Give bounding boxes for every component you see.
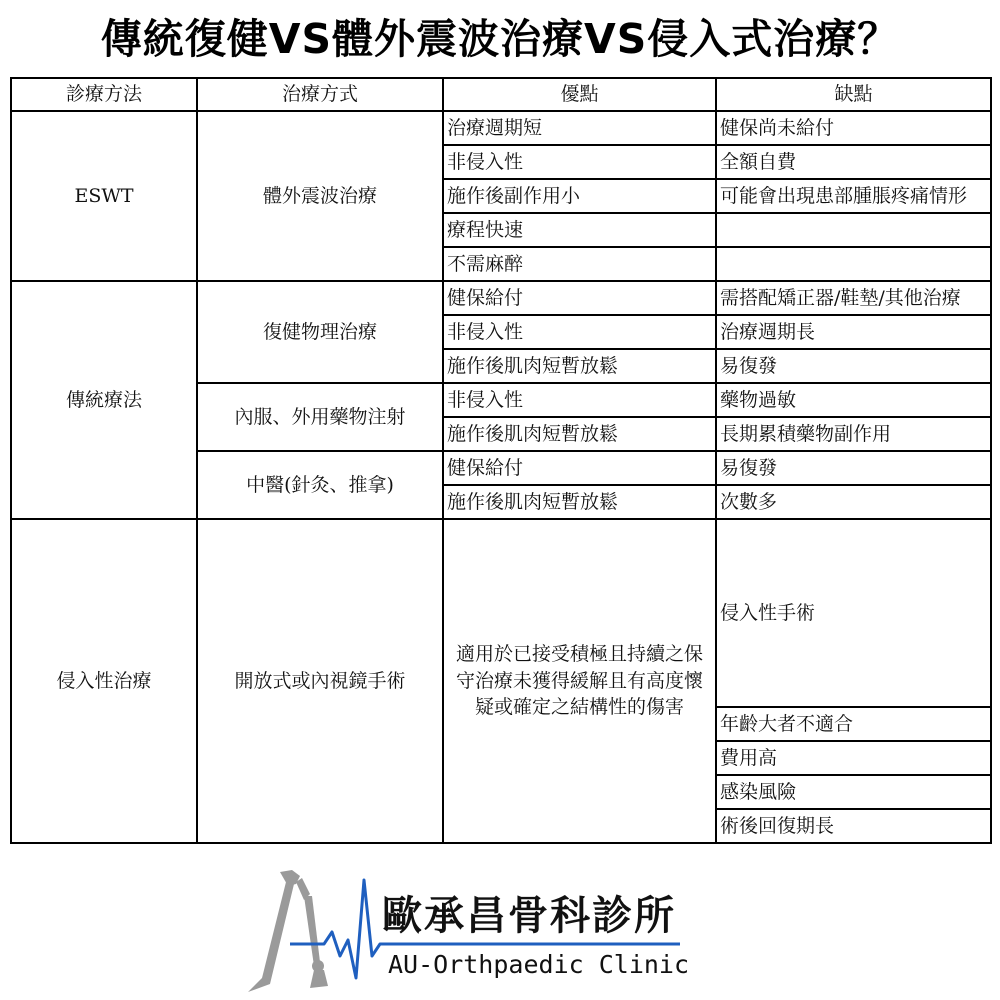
con-cell: 治療週期長 (716, 315, 991, 349)
method-invasive: 侵入性治療 (11, 519, 197, 843)
pro-cell: 施作後副作用小 (443, 179, 716, 213)
con-cell: 健保尚未給付 (716, 111, 991, 145)
table-row (11, 281, 991, 315)
con-cell: 易復發 (716, 451, 991, 485)
con-cell (716, 247, 991, 281)
pro-cell: 不需麻醉 (443, 247, 716, 281)
con-cell: 可能會出現患部腫脹疼痛情形 (716, 179, 991, 213)
pro-cell: 治療週期短 (443, 111, 716, 145)
treatment-invasive: 開放式或內視鏡手術 (197, 519, 443, 843)
treatment-tcm: 中醫(針灸、推拿) (197, 451, 443, 519)
treatment-rehab: 復健物理治療 (197, 281, 443, 383)
con-cell: 易復發 (716, 349, 991, 383)
treatment-drug: 內服、外用藥物注射 (197, 383, 443, 451)
pro-invasive: 適用於已接受積極且持續之保守治療未獲得緩解且有高度懷疑或確定之結構性的傷害 (443, 519, 716, 843)
pro-cell: 療程快速 (443, 213, 716, 247)
pro-cell: 施作後肌肉短暫放鬆 (443, 485, 716, 519)
method-eswt: ESWT (11, 111, 197, 281)
pro-cell: 健保給付 (443, 451, 716, 485)
con-cell: 費用高 (716, 741, 991, 775)
con-cell: 次數多 (716, 485, 991, 519)
con-cell: 需搭配矯正器/鞋墊/其他治療 (716, 281, 991, 315)
clinic-subtitle: AU-Orthpaedic Clinic (388, 950, 690, 979)
method-traditional: 傳統療法 (11, 281, 197, 519)
con-cell: 全額自費 (716, 145, 991, 179)
table-row (11, 111, 991, 145)
header-treatment: 治療方式 (197, 78, 443, 111)
table-row (11, 519, 991, 707)
pro-cell: 非侵入性 (443, 315, 716, 349)
header-cons: 缺點 (716, 78, 991, 111)
con-cell: 感染風險 (716, 775, 991, 809)
pro-cell: 非侵入性 (443, 383, 716, 417)
con-cell: 年齡大者不適合 (716, 707, 991, 741)
con-cell: 藥物過敏 (716, 383, 991, 417)
comparison-table (10, 77, 992, 844)
con-cell (716, 213, 991, 247)
table-header-row (11, 78, 991, 111)
con-cell: 侵入性手術 (716, 519, 991, 707)
header-pros: 優點 (443, 78, 716, 111)
treatment-eswt: 體外震波治療 (197, 111, 443, 281)
pro-cell: 非侵入性 (443, 145, 716, 179)
pro-cell: 施作後肌肉短暫放鬆 (443, 349, 716, 383)
pro-cell: 施作後肌肉短暫放鬆 (443, 417, 716, 451)
pro-cell: 健保給付 (443, 281, 716, 315)
con-cell: 長期累積藥物副作用 (716, 417, 991, 451)
con-cell: 術後回復期長 (716, 809, 991, 843)
page-title: 傳統復健VS體外震波治療VS侵入式治療？ (100, 15, 900, 63)
clinic-name: 歐承昌骨科診所 (382, 893, 676, 939)
header-method: 診療方法 (11, 78, 197, 111)
